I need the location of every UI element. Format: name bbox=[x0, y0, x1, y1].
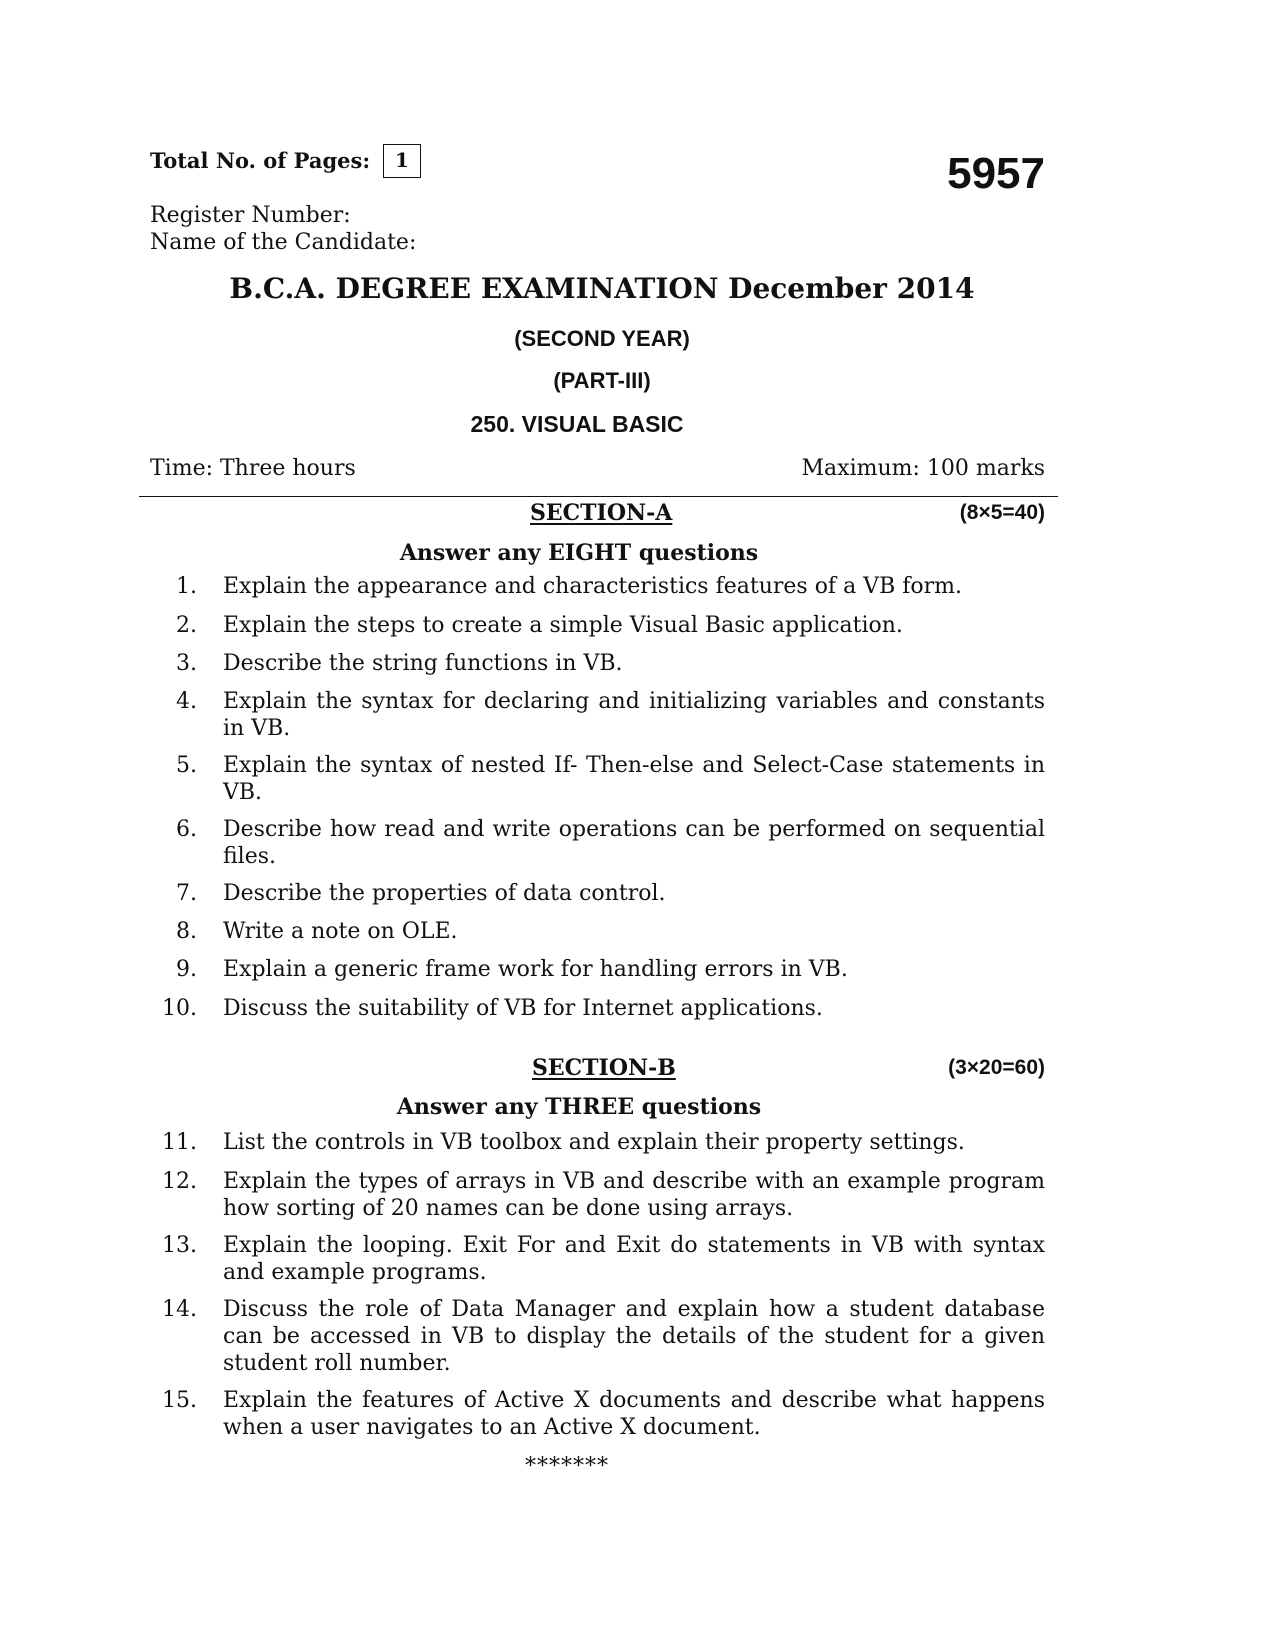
question-text: Explain the features of Active X documents and describe what happens when a user navigates to an Active X document. bbox=[223, 1388, 1045, 1440]
total-pages-label: Total No. of Pages: bbox=[150, 148, 371, 173]
section-a-marks: (8×5=40) bbox=[959, 501, 1045, 524]
paper-code: 5957 bbox=[947, 149, 1045, 198]
question-number: 4. bbox=[176, 689, 197, 714]
section-b-marks: (3×20=60) bbox=[948, 1056, 1045, 1079]
exam-max-marks: Maximum: 100 marks bbox=[801, 456, 1045, 481]
exam-year: (SECOND YEAR) bbox=[514, 326, 690, 351]
exam-title: B.C.A. DEGREE EXAMINATION December 2014 bbox=[229, 272, 975, 305]
question-number: 8. bbox=[176, 919, 197, 944]
candidate-name-label: Name of the Candidate: bbox=[150, 230, 417, 255]
question-number: 13. bbox=[162, 1233, 197, 1258]
question-text: Describe the properties of data control. bbox=[223, 881, 666, 906]
question-text: Explain the types of arrays in VB and describe with an example program how sorting of 20 names can be done using arrays. bbox=[223, 1169, 1045, 1221]
exam-subject: 250. VISUAL BASIC bbox=[470, 411, 684, 437]
question-text: Explain the appearance and characteristics features of a VB form. bbox=[223, 574, 962, 599]
question-text: List the controls in VB toolbox and explain their property settings. bbox=[223, 1130, 965, 1155]
section-a-instruction: Answer any EIGHT questions bbox=[399, 540, 759, 566]
end-of-paper-mark: ******* bbox=[525, 1454, 609, 1479]
question-number: 7. bbox=[176, 881, 197, 906]
question-number: 10. bbox=[162, 996, 197, 1021]
total-pages-value: 1 bbox=[383, 144, 421, 178]
question-number: 5. bbox=[176, 753, 197, 778]
question-number: 12. bbox=[162, 1169, 197, 1194]
question-number: 14. bbox=[162, 1297, 197, 1322]
question-text: Explain the looping. Exit For and Exit do statements in VB with syntax and example programs. bbox=[223, 1233, 1045, 1285]
question-text: Describe the string functions in VB. bbox=[223, 651, 623, 676]
question-text: Explain a generic frame work for handling errors in VB. bbox=[223, 957, 848, 982]
question-text: Discuss the role of Data Manager and explain how a student database can be accessed in VB to display the details of the student for a given student roll number. bbox=[223, 1297, 1045, 1376]
question-text: Write a note on OLE. bbox=[223, 919, 458, 944]
question-text: Describe how read and write operations can be performed on sequential files. bbox=[223, 817, 1045, 869]
section-b-heading: SECTION-B bbox=[532, 1055, 676, 1081]
exam-part: (PART-III) bbox=[553, 368, 651, 393]
question-number: 11. bbox=[162, 1130, 197, 1155]
question-number: 9. bbox=[176, 957, 197, 982]
question-number: 2. bbox=[176, 613, 197, 638]
section-a-heading: SECTION-A bbox=[530, 500, 673, 526]
header-divider bbox=[139, 496, 1058, 497]
question-text: Explain the syntax for declaring and initializing variables and constants in VB. bbox=[223, 689, 1045, 741]
question-number: 1. bbox=[176, 574, 197, 599]
question-number: 15. bbox=[162, 1388, 197, 1413]
exam-duration: Time: Three hours bbox=[150, 456, 356, 481]
question-text: Explain the syntax of nested If- Then-else and Select-Case statements in VB. bbox=[223, 753, 1045, 805]
question-number: 3. bbox=[176, 651, 197, 676]
question-text: Explain the steps to create a simple Visual Basic application. bbox=[223, 613, 903, 638]
section-b-instruction: Answer any THREE questions bbox=[396, 1094, 762, 1120]
register-number-label: Register Number: bbox=[150, 203, 351, 228]
question-text: Discuss the suitability of VB for Internet applications. bbox=[223, 996, 823, 1021]
question-number: 6. bbox=[176, 817, 197, 842]
